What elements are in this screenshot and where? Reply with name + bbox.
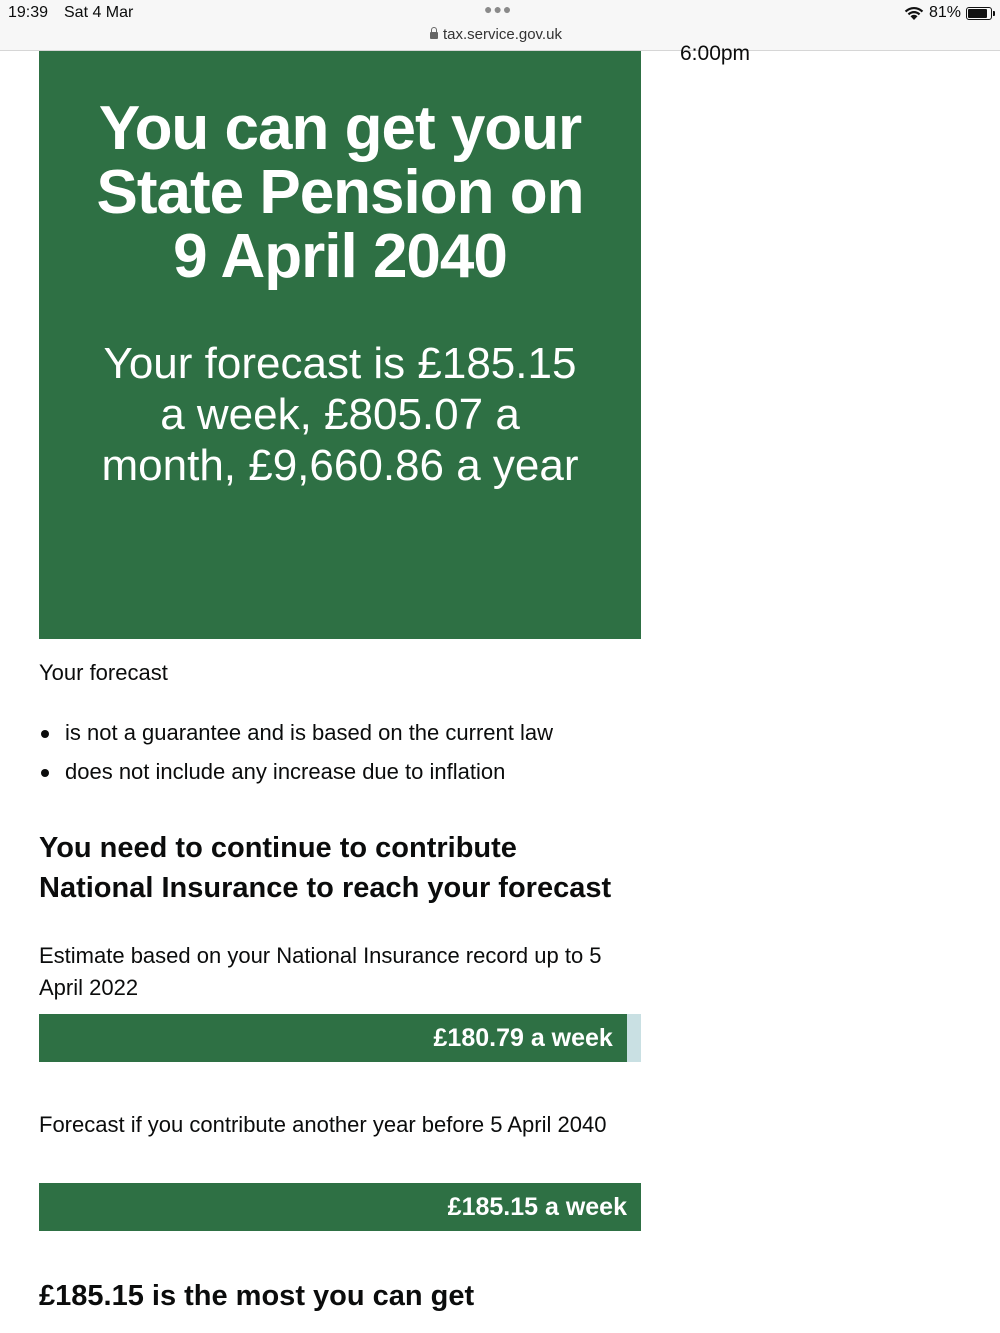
panel-title: You can get your State Pension on 9 April 2040 bbox=[96, 94, 584, 291]
max-heading: £185.15 is the most you can get bbox=[39, 1280, 475, 1312]
side-time-text: 6:00pm bbox=[680, 42, 751, 65]
estimate-bar-fill bbox=[39, 1014, 627, 1062]
status-date: Sat 4 Mar bbox=[64, 4, 134, 21]
battery-percent: 81% bbox=[928, 4, 961, 21]
forecast-intro: Your forecast bbox=[39, 660, 168, 685]
url-text: tax.service.gov.uk bbox=[443, 26, 562, 43]
panel-forecast: Your forecast is £185.15 a week, £805.07 a month, £9,660.86 a year bbox=[101, 339, 579, 490]
estimate-bar bbox=[39, 1014, 641, 1062]
status-time: 19:39 bbox=[8, 4, 49, 21]
bullet-item: does not include any increase due to inflation bbox=[39, 757, 553, 796]
forecast-label: Forecast if you contribute another year before 5 April 2040 bbox=[39, 1112, 607, 1137]
pension-panel bbox=[39, 51, 641, 639]
wifi-icon bbox=[904, 6, 924, 21]
forecast-amount: £185.15 a week bbox=[447, 1193, 627, 1221]
continue-heading: You need to continue to contribute National Insurance to reach your forecast bbox=[39, 832, 612, 904]
estimate-label: Estimate based on your National Insurance record up to 5 April 2022 bbox=[39, 943, 602, 1000]
lock-icon bbox=[430, 32, 438, 39]
status-right bbox=[904, 4, 992, 22]
bullet-item: is not a guarantee and is based on the current law bbox=[39, 718, 553, 757]
battery-icon bbox=[966, 7, 992, 20]
address-bar[interactable] bbox=[430, 26, 562, 43]
status-bar bbox=[0, 0, 1000, 51]
forecast-bullets bbox=[39, 718, 553, 796]
forecast-bar-fill bbox=[39, 1183, 641, 1231]
estimate-amount: £180.79 a week bbox=[433, 1024, 613, 1052]
forecast-bar bbox=[39, 1183, 641, 1231]
more-dots-icon[interactable]: ●●● bbox=[484, 1, 513, 17]
